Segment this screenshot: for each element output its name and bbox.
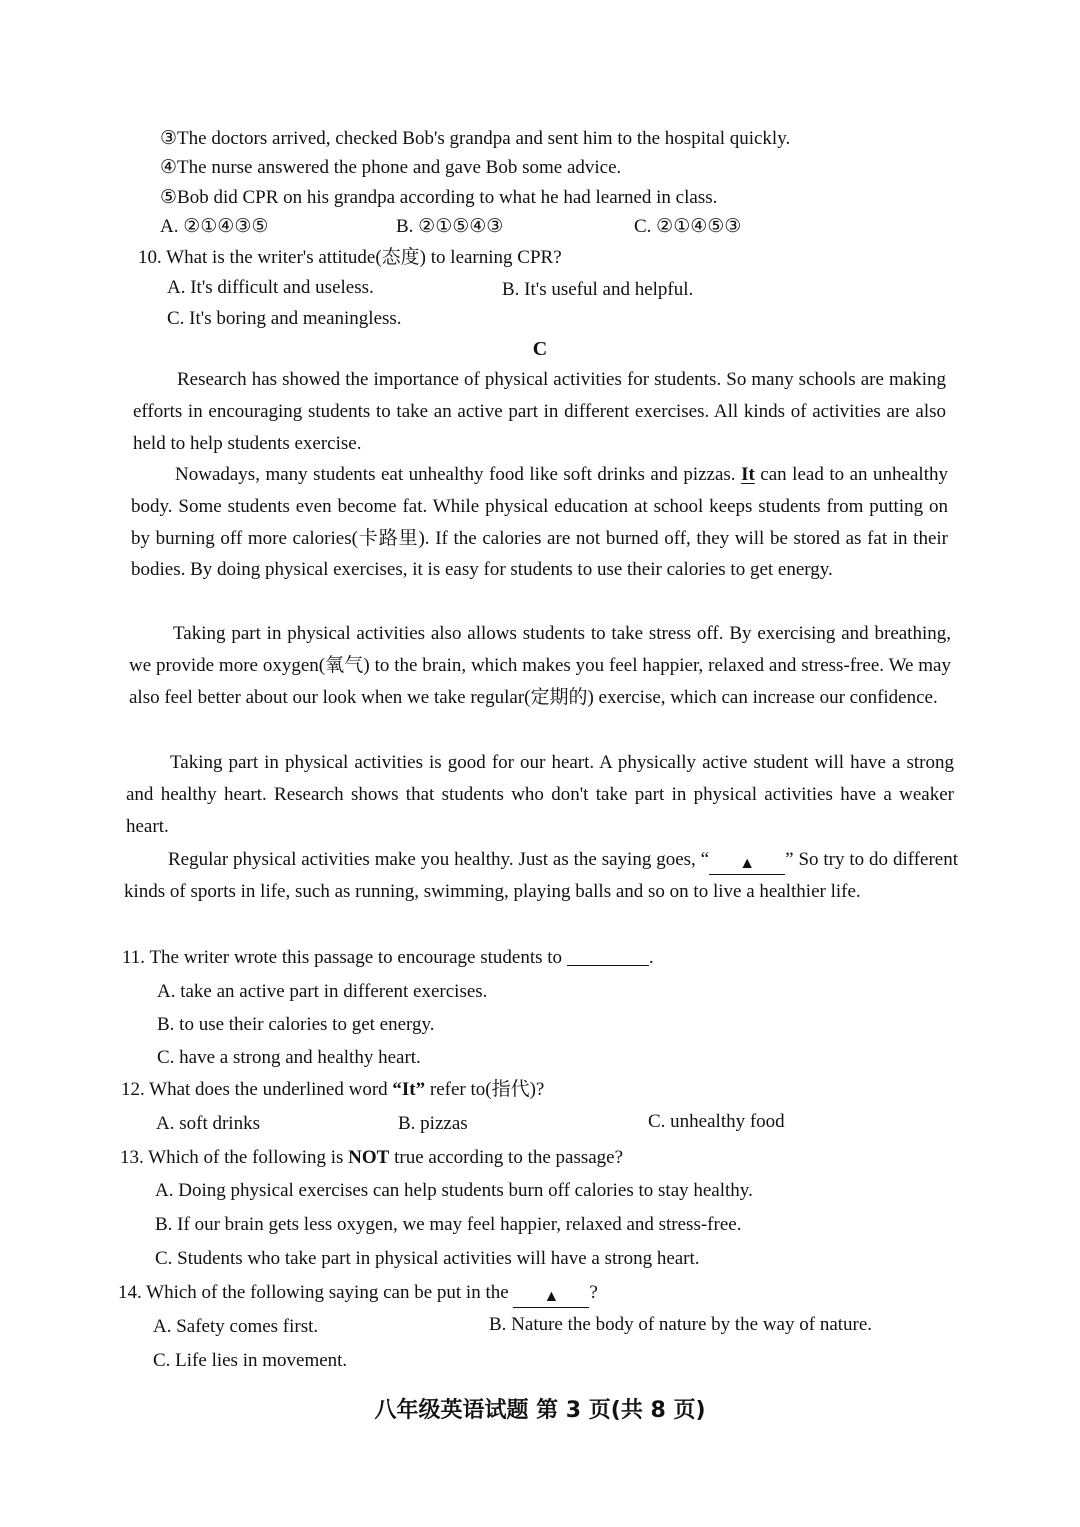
q14-option-c[interactable]: C. Life lies in movement. — [153, 1350, 348, 1371]
q9-step-4: ④The nurse answered the phone and gave Bob some advice. — [160, 157, 622, 178]
q11-answer-blank[interactable] — [567, 947, 649, 966]
q14-question: 14. Which of the following saying can be put in the ▲ ? — [118, 1281, 598, 1308]
q14-blank-marker: ▲ — [513, 1287, 589, 1308]
underlined-word-it: It — [741, 464, 755, 485]
q13-question: 13. Which of the following is NOT true according to the passage? — [120, 1147, 624, 1168]
section-heading: C — [532, 338, 548, 360]
q9-step-5: ⑤Bob did CPR on his grandpa according to what he had learned in class. — [160, 187, 718, 208]
q14-option-b[interactable]: B. Nature the body of nature by the way of nature. — [489, 1314, 873, 1335]
q12-option-c[interactable]: C. unhealthy food — [648, 1111, 785, 1132]
q10-option-c[interactable]: C. It's boring and meaningless. — [167, 308, 402, 329]
passage-paragraph-1: Research has showed the importance of physical activities for students. So many schools are making efforts in encouraging students to take an active part in different exercises. All kinds of activities are also held to help students exercise. — [133, 369, 946, 454]
q10-option-b[interactable]: B. It's useful and helpful. — [502, 279, 694, 300]
q14-option-a[interactable]: A. Safety comes first. — [153, 1316, 319, 1337]
q13-option-b[interactable]: B. If our brain gets less oxygen, we may feel happier, relaxed and stress-free. — [155, 1214, 742, 1235]
q10-option-a[interactable]: A. It's difficult and useless. — [167, 277, 374, 298]
q10-question: 10. What is the writer's attitude(态度) to learning CPR? — [138, 247, 562, 268]
q11-question: 11. The writer wrote this passage to encourage students to . — [122, 947, 654, 968]
q12-option-a[interactable]: A. soft drinks — [156, 1113, 260, 1134]
q11-option-b[interactable]: B. to use their calories to get energy. — [157, 1014, 435, 1035]
passage-paragraph-5: Regular physical activities make you healthy. Just as the saying goes, “ ▲ ” So try to do different kinds of sports in life, such as running, swimming, playing balls and so on to live a healthier life. — [124, 849, 959, 902]
q9-option-b[interactable]: B. ②①⑤④③ — [396, 216, 504, 237]
q11-option-a[interactable]: A. take an active part in different exercises. — [157, 981, 488, 1002]
passage-paragraph-2: Nowadays, many students eat unhealthy food like soft drinks and pizzas. It can lead to an unhealthy body. Some students even become fat. While physical education at school keeps students from putting on by burning off more calories(卡路里). If the calories are not burned off, they will be stored as fat in their bodies. By doing physical exercises, it is easy for students to use their calories to get energy. — [131, 464, 948, 581]
q9-step-3: ③The doctors arrived, checked Bob's grandpa and sent him to the hospital quickly. — [160, 128, 791, 149]
q9-option-a[interactable]: A. ②①④③⑤ — [160, 216, 269, 237]
q11-option-c[interactable]: C. have a strong and healthy heart. — [157, 1047, 421, 1068]
passage-paragraph-3: Taking part in physical activities also allows students to take stress off. By exercising and breathing, we provide more oxygen(氧气) to the brain, which makes you feel happier, relaxed and stress-free. We may also feel better about our look when we take regular(定期的) exercise, which can increase our confidence. — [129, 623, 951, 708]
passage-paragraph-4: Taking part in physical activities is good for our heart. A physically active student will have a strong and healthy heart. Research shows that students who don't take part in physical activities have a weaker heart. — [126, 752, 954, 837]
q12-option-b[interactable]: B. pizzas — [398, 1113, 468, 1134]
q13-option-c[interactable]: C. Students who take part in physical activities will have a strong heart. — [155, 1248, 700, 1269]
q9-option-c[interactable]: C. ②①④⑤③ — [634, 216, 742, 237]
q12-question: 12. What does the underlined word “It” refer to(指代)? — [121, 1079, 545, 1100]
page-footer: 八年级英语试题 第 3 页(共 8 页) — [374, 1398, 706, 1423]
q13-option-a[interactable]: A. Doing physical exercises can help students burn off calories to stay healthy. — [155, 1180, 753, 1201]
passage-blank-marker: ▲ — [709, 854, 785, 875]
